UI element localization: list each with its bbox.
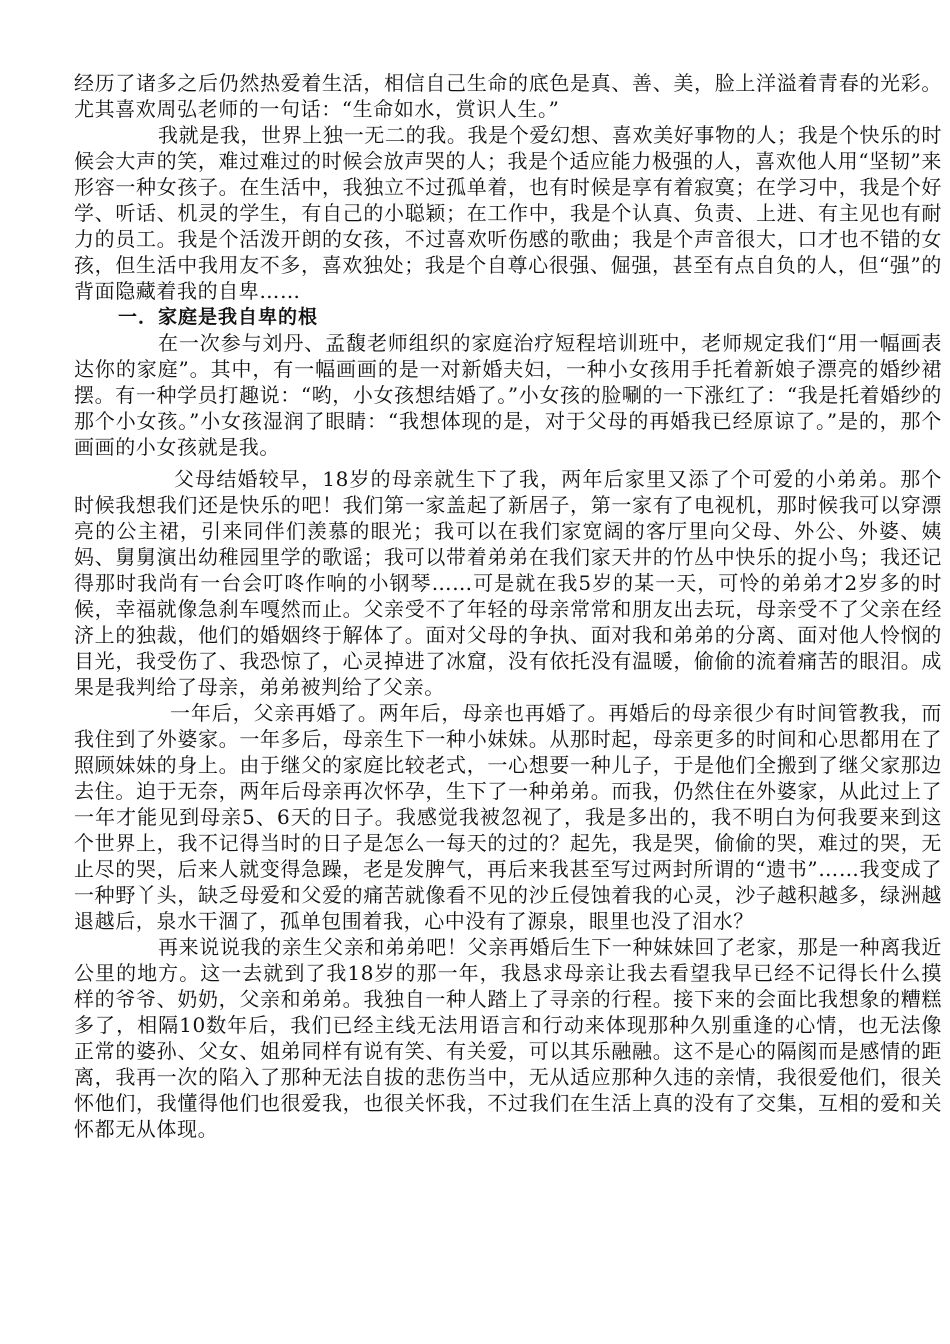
document-page bbox=[74, 70, 942, 1142]
paragraph-family-drawing: 在一次参与刘丹、孟馥老师组织的家庭治疗短程培训班中，老师规定我们“用一幅画表达你的家庭”。其中，有一幅画画的是一对新婚夫妇，一种小女孩用手托着新娘子漂亮的婚纱裙摆。有一种学员打趣说：“哟，小女孩想结婚了。”小女孩的脸唰的一下涨红了：“我是托着婚纱的那个小女孩。”小女孩湿润了眼睛：“我想体现的是，对于父母的再婚我已经原谅了。”是的，那个画画的小女孩就是我。 bbox=[74, 331, 942, 459]
paragraph-parents-divorce: 父母结婚较早，18岁的母亲就生下了我，两年后家里又添了个可爱的小弟弟。那个时候我想我们还是快乐的吧！我们第一家盖起了新居子，第一家有了电视机，那时候我可以穿漂亮的公主裙，引来同伴们羡慕的眼光；我可以在我们家宽阔的客厅里向父母、外公、外婆、姨妈、舅舅演出幼稚园里学的歌谣；我可以带着弟弟在我们家天井的竹丛中快乐的捉小鸟；我还记得那时我尚有一台会叮咚作响的小钢琴……可是就在我5岁的某一天，可怜的弟弟才2岁多的时候，幸福就像急刹车嘎然而止。父亲受不了年轻的母亲常常和朋友出去玩，母亲受不了父亲在经济上的独裁，他们的婚姻终于解体了。面对父母的争执、面对我和弟弟的分离、面对他人怜悯的目光，我受伤了、我恐惊了，心灵掉进了冰窟，没有依托没有温暖，偷偷的流着痛苦的眼泪。成果是我判给了母亲，弟弟被判给了父亲。 bbox=[74, 467, 942, 699]
section-heading: 一．家庭是我自卑的根 bbox=[118, 306, 319, 328]
paragraph-biological-father: 再来说说我的亲生父亲和弟弟吧！父亲再婚后生下一种妹妹回了老家，那是一种离我近公里的地方。这一去就到了我18岁的那一年，我恳求母亲让我去看望我早已经不记得长什么摸样的爷爷、奶奶，父亲和弟弟。我独自一种人踏上了寻亲的行程。接下来的会面比我想象的糟糕多了，相隔10数年后，我们已经主线无法用语言和行动来体现那种久别重逢的心情，也无法像正常的婆孙、父女、姐弟同样有说有笑、有关爱，可以其乐融融。这不是心的隔阂而是感情的距离，我再一次的陷入了那种无法自拔的悲伤当中，无从适应那种久违的亲情，我很爱他们，很关怀他们，我懂得他们也很爱我，也很关怀我，不过我们在生活上真的没有了交集，互相的爱和关怀都无从体现。 bbox=[74, 935, 942, 1141]
paragraph-intro-continuation: 经历了诸多之后仍然热爱着生活，相信自己生命的底色是真、善、美，脸上洋溢着青春的光彩。尤其喜欢周弘老师的一句话：“生命如水，赏识人生。” bbox=[74, 71, 942, 121]
paragraph-remarriage: 一年后，父亲再婚了。两年后，母亲也再婚了。再婚后的母亲很少有时间管教我，而我住到了外婆家。一年多后，母亲生下一种小妹妹。从那时起，母亲更多的时间和心思都用在了照顾妹妹的身上。由于继父的家庭比较老式，一心想要一种儿子，于是他们全搬到了继父家那边去住。迫于无奈，两年后母亲再次怀孕，生下了一种弟弟。而我，仍然住在外婆家，从此过上了一年才能见到母亲5、6天的日子。我感觉我被忽视了，我是多出的，我不明白为何我要来到这个世界上，我不记得当时的日子是怎么一每天的过的？起先，我是哭，偷偷的哭，难过的哭，无止尽的哭，后来人就变得急躁，老是发脾气，再后来我甚至写过两封所谓的“遗书”……我变成了一种野丫头，缺乏母爱和父爱的痛苦就像看不见的沙丘侵蚀着我的心灵，沙子越积越多，绿洲越退越后，泉水干涸了，孤单包围着我，心中没有了源泉，眼里也没了泪水？ bbox=[74, 701, 942, 933]
paragraph-self-description: 我就是我，世界上独一无二的我。我是个爱幻想、喜欢美好事物的人；我是个快乐的时候会大声的笑，难过难过的时候会放声哭的人；我是个适应能力极强的人，喜欢他人用“坚韧”来形容一种女孩子。在生活中，我独立不过孤单着，也有时候是享有着寂寞；在学习中，我是个好学、听话、机灵的学生，有自己的小聪颖；在工作中，我是个认真、负责、上进、有主见也有耐力的员工。我是个活泼开朗的女孩，不过喜欢听伤感的歌曲；我是个声音很大，口才也不错的女孩，但生活中我用友不多，喜欢独处；我是个自尊心很强、倔强，甚至有点自负的人，但“强”的背面隐藏着我的自卑…… bbox=[74, 123, 942, 303]
